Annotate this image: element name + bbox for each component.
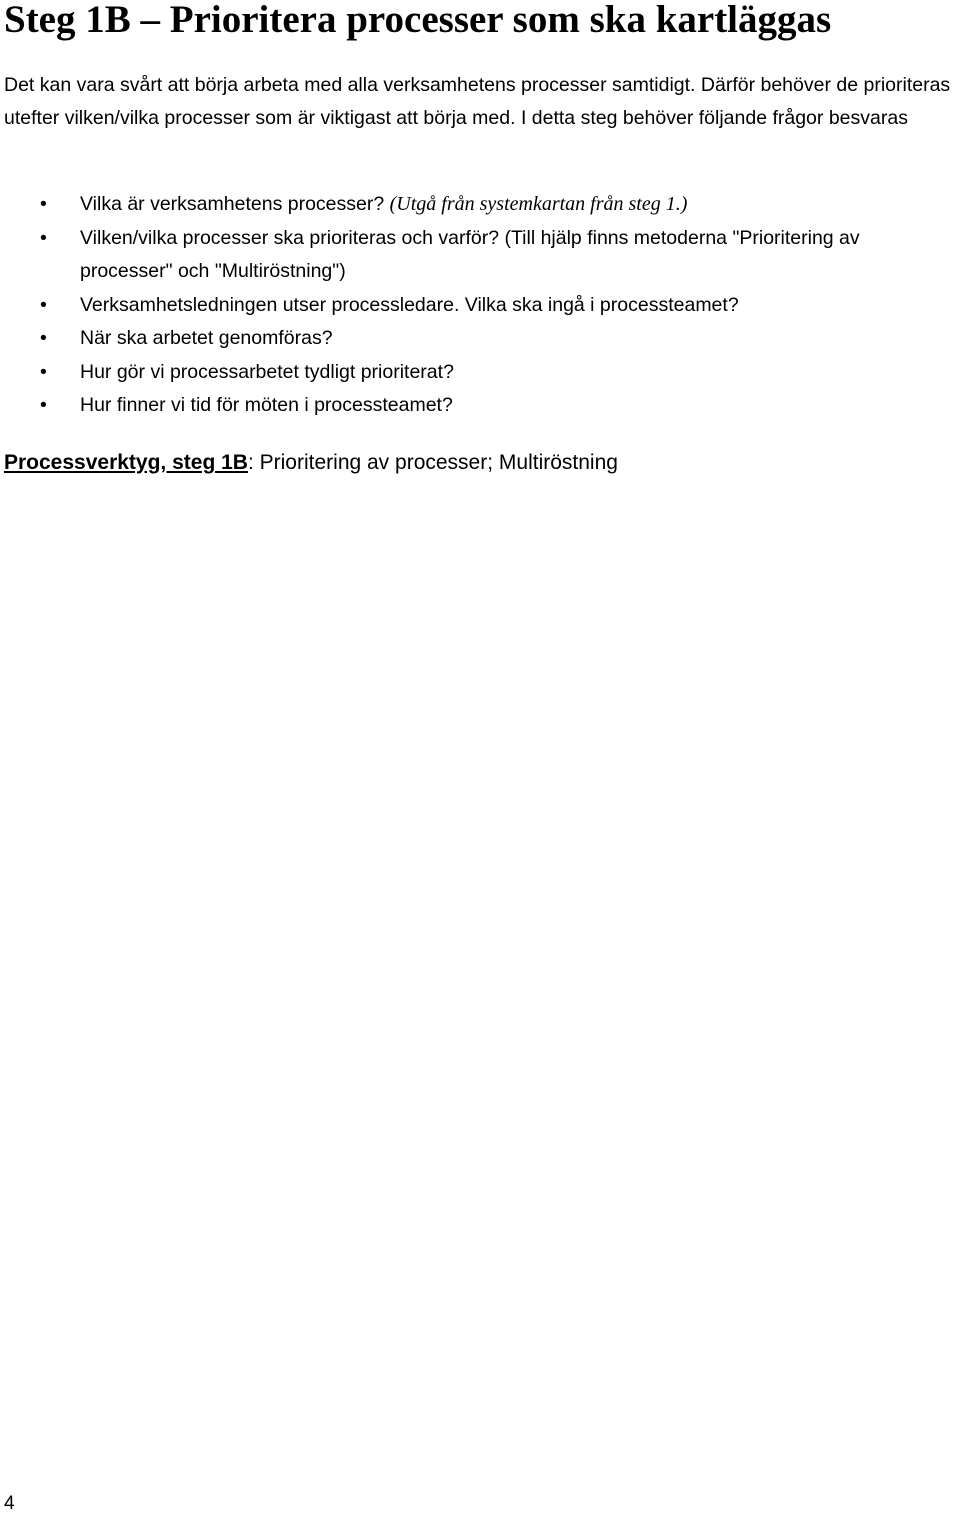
process-tool-text: : Prioritering av processer; Multiröstning — [247, 451, 618, 474]
page-title: Steg 1B – Prioritera processer som ska kartläggas — [4, 0, 832, 41]
question-text: Vilka är verksamhetens processer? — [80, 193, 390, 215]
question-list — [0, 188, 950, 423]
question-text: När ska arbetet genomföras? — [80, 327, 333, 349]
intro-paragraph: Det kan vara svårt att börja arbeta med alla verksamhetens processer samtidigt. Därför behöver de prioriteras utefter vilken/vilka processer som är viktigast att börja med. I detta steg behöver följande frågor besvaras — [4, 74, 951, 129]
page-number: 4 — [4, 1493, 15, 1514]
question-text: Hur gör vi processarbetet tydligt prioriterat? — [80, 360, 454, 383]
bullet-icon: • — [40, 293, 47, 316]
list-item — [0, 289, 950, 323]
list-item — [0, 356, 950, 390]
bullet-icon: • — [40, 193, 47, 215]
question-text: Hur finner vi tid för möten i processteamet? — [80, 394, 453, 416]
list-item — [0, 322, 950, 356]
bullet-icon: • — [40, 360, 47, 383]
list-item — [0, 222, 950, 289]
question-text: Vilken/vilka processer ska prioriteras och varför? (Till hjälp finns metoderna "Prioritering av processer" och "Multiröstning") — [80, 226, 860, 282]
question-text: Verksamhetsledningen utser processledare. Vilka ska ingå i processteamet? — [80, 293, 739, 316]
list-item — [0, 188, 950, 222]
list-item — [0, 389, 950, 423]
process-tool-label: Processverktyg, steg 1B — [4, 451, 248, 474]
process-tool-reference — [4, 446, 618, 480]
bullet-icon: • — [40, 394, 47, 416]
question-note: (Utgå från systemkartan från steg 1.) — [389, 193, 688, 215]
bullet-icon: • — [40, 226, 47, 249]
bullet-icon: • — [40, 327, 47, 349]
